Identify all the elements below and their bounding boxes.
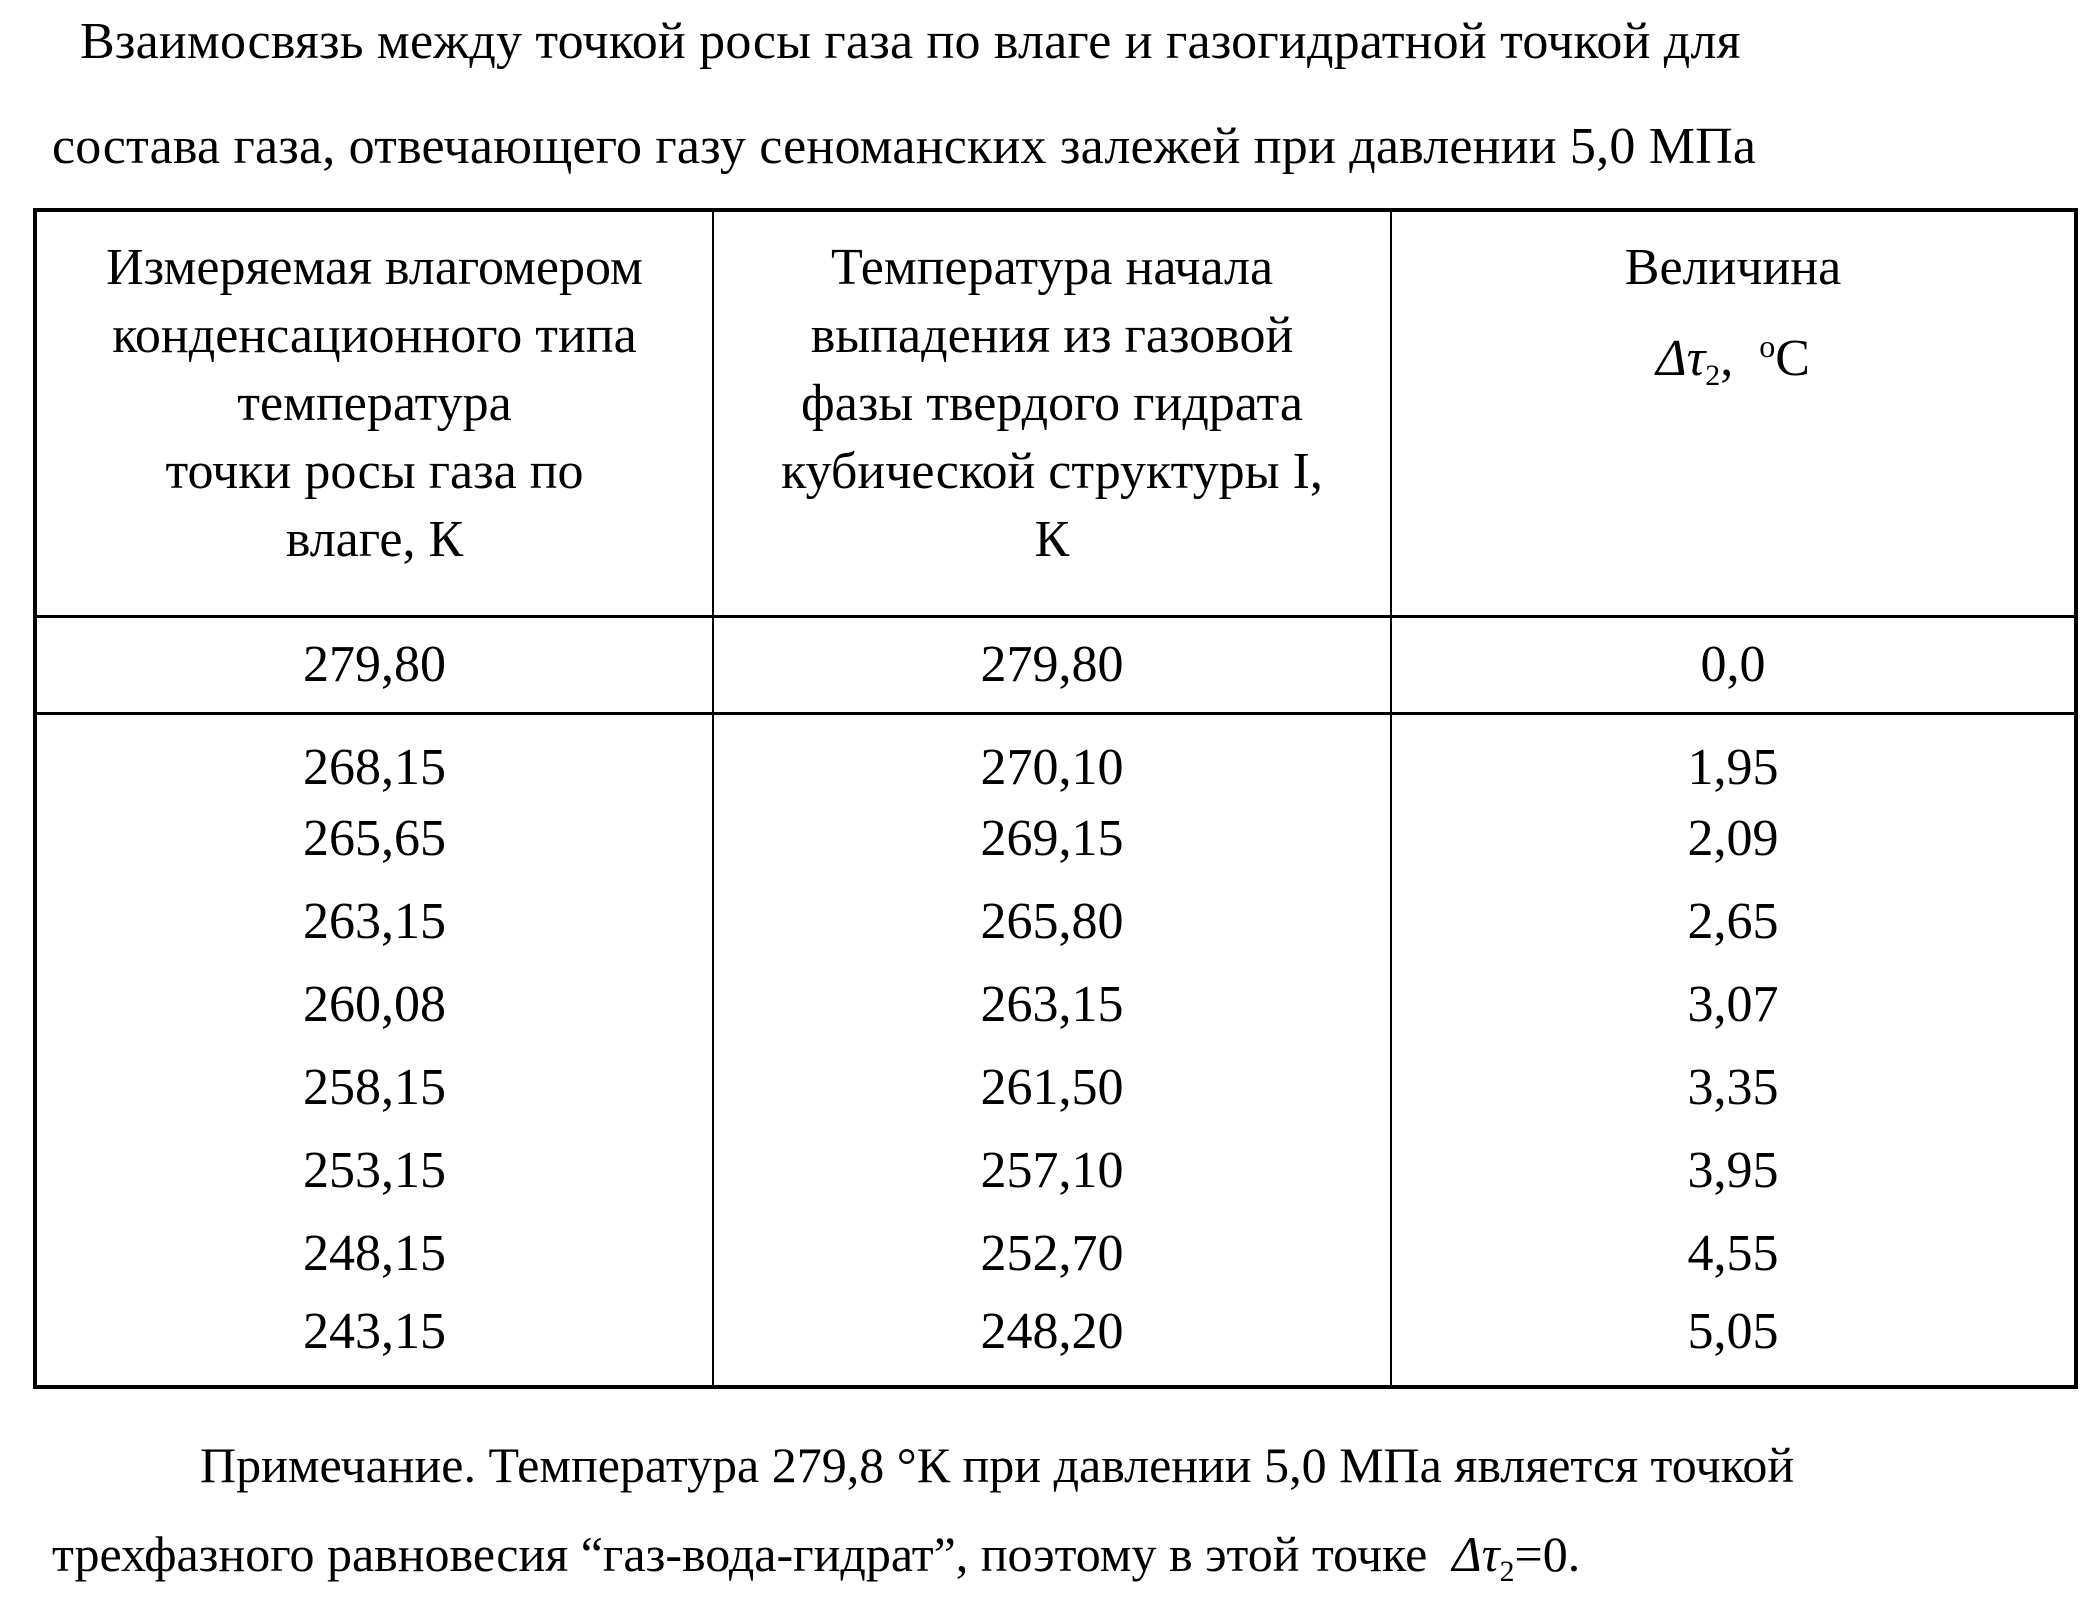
header-text-line: точки росы газа по <box>165 443 584 500</box>
table-cell: 260,08 <box>35 964 713 1047</box>
subscript: 2 <box>1705 359 1721 392</box>
table-cell: 252,70 <box>713 1213 1391 1296</box>
subscript: 2 <box>1499 1555 1515 1588</box>
header-text-line: выпадения из газовой <box>810 307 1294 364</box>
table-cell: 253,15 <box>35 1130 713 1213</box>
header-delta-value <box>1391 210 2076 616</box>
table-cell: 248,20 <box>713 1296 1391 1387</box>
table-cell: 3,35 <box>1391 1047 2076 1130</box>
document-title-line-1: Взаимосвязь между точкой росы газа по влаге и газогидратной точкой для <box>80 13 1741 70</box>
delta-tau-glyph: Δτ <box>1452 1526 1500 1582</box>
table-cell: 265,65 <box>35 798 713 881</box>
table-cell: 243,15 <box>35 1296 713 1387</box>
table-row <box>35 964 2076 1047</box>
table-cell: 258,15 <box>35 1047 713 1130</box>
header-text-line: Температура начала <box>830 239 1274 296</box>
document-title-line-2: состава газа, отвечающего газу сеноманских залежей при давлении 5,0 МПа <box>52 118 1757 175</box>
degree-mark: o <box>1759 328 1776 364</box>
table-cell: 263,15 <box>35 881 713 964</box>
table-cell: 0,0 <box>1391 616 2076 713</box>
header-text-line: кубической структуры I, <box>781 443 1323 500</box>
delta-tau-symbol <box>1392 312 2074 410</box>
table-cell: 268,15 <box>35 713 713 798</box>
header-text-line: Величина <box>1624 239 1842 296</box>
celsius-letter: C <box>1775 330 1810 387</box>
table-row <box>35 713 2076 798</box>
header-text-line: фазы твердого гидрата <box>801 375 1303 432</box>
table-cell: 248,15 <box>35 1213 713 1296</box>
header-text-line: К <box>1034 511 1070 568</box>
table-cell: 2,65 <box>1391 881 2076 964</box>
table-row <box>35 1130 2076 1213</box>
note-text: трехфазного равновесия “газ-вода-гидрат”, поэтому в этой точке <box>52 1526 1453 1582</box>
table-cell: 263,15 <box>713 964 1391 1047</box>
table-row <box>35 798 2076 881</box>
table-cell: 257,10 <box>713 1130 1391 1213</box>
header-text-line: влаге, К <box>285 511 464 568</box>
table-cell: 3,07 <box>1391 964 2076 1047</box>
table-cell: 1,95 <box>1391 713 2076 798</box>
table-cell: 265,80 <box>713 881 1391 964</box>
table-cell: 270,10 <box>713 713 1391 798</box>
table-cell: 3,95 <box>1391 1130 2076 1213</box>
table-cell: 279,80 <box>35 616 713 713</box>
table-cell: 279,80 <box>713 616 1391 713</box>
table-row <box>35 1047 2076 1130</box>
note-end: =0. <box>1514 1526 1581 1582</box>
header-text-line: температура <box>237 375 512 432</box>
table-row <box>35 616 2076 713</box>
header-dew-point <box>35 210 713 616</box>
data-table <box>33 208 2078 1389</box>
table-row <box>35 881 2076 964</box>
note-line-1: Примечание. Температура 279,8 °К при давлении 5,0 МПа является точкой <box>200 1437 1795 1493</box>
table-cell: 5,05 <box>1391 1296 2076 1387</box>
header-text-line: Измеряемая влагомером <box>106 239 643 296</box>
table-row <box>35 1213 2076 1296</box>
note-line-2 <box>52 1524 1580 1602</box>
table-header-row <box>35 210 2076 616</box>
comma: , <box>1720 330 1734 387</box>
header-text-line: конденсационного типа <box>112 307 637 364</box>
header-hydrate-temperature <box>713 210 1391 616</box>
table-cell: 4,55 <box>1391 1213 2076 1296</box>
table-cell: 269,15 <box>713 798 1391 881</box>
delta-tau-glyph: Δτ <box>1656 330 1706 387</box>
table-cell: 2,09 <box>1391 798 2076 881</box>
table-cell: 261,50 <box>713 1047 1391 1130</box>
table-row <box>35 1296 2076 1387</box>
